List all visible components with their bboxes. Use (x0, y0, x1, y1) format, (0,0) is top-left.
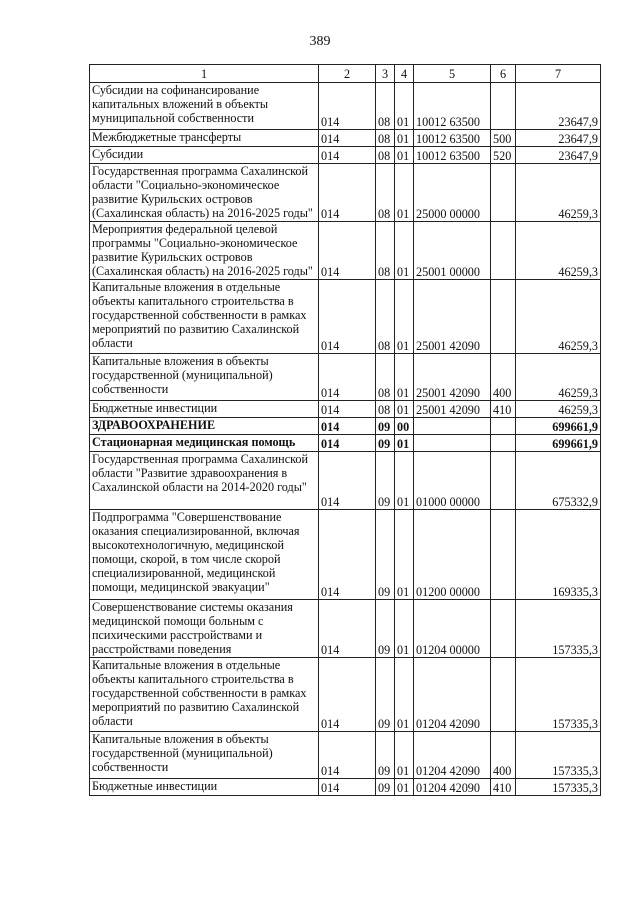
cell-target: 01204 00000 (414, 600, 491, 658)
cell-section: 08 (376, 164, 395, 222)
cell-name: Капитальные вложения в отдельные объекты капитального строительства в государственной собственности в рамках мероприятий по развитию Сахалинской области (90, 658, 319, 732)
cell-section: 09 (376, 510, 395, 600)
cell-amount: 23647,9 (516, 130, 601, 147)
cell-ministry: 014 (319, 658, 376, 732)
cell-subsection: 01 (395, 280, 414, 354)
cell-subsection: 01 (395, 435, 414, 452)
table-row (90, 280, 601, 354)
page-number: 389 (309, 34, 331, 49)
cell-target: 25001 42090 (414, 401, 491, 418)
table-row (90, 83, 601, 130)
table-row (90, 164, 601, 222)
cell-type (491, 510, 516, 600)
cell-amount: 46259,3 (516, 222, 601, 280)
cell-ministry: 014 (319, 222, 376, 280)
cell-ministry: 014 (319, 130, 376, 147)
table-row (90, 147, 601, 164)
cell-name: Государственная программа Сахалинской области "Развитие здравоохранения в Сахалинской области на 2014-2020 годы" (90, 452, 319, 510)
cell-name: Межбюджетные трансферты (90, 130, 319, 147)
cell-ministry: 014 (319, 147, 376, 164)
cell-name: Субсидии на софинансирование капитальных вложений в объекты муниципальной собственности (90, 83, 319, 130)
cell-section: 09 (376, 732, 395, 779)
cell-section: 09 (376, 452, 395, 510)
cell-amount: 699661,9 (516, 418, 601, 435)
header-cell: 6 (491, 65, 516, 83)
table-row (90, 130, 601, 147)
cell-target: 10012 63500 (414, 130, 491, 147)
cell-name: Стационарная медицинская помощь (90, 435, 319, 452)
cell-target: 01200 00000 (414, 510, 491, 600)
cell-section: 08 (376, 280, 395, 354)
cell-subsection: 01 (395, 147, 414, 164)
cell-section: 08 (376, 222, 395, 280)
cell-type: 410 (491, 779, 516, 796)
table-row (90, 435, 601, 452)
header-cell: 7 (516, 65, 601, 83)
table-row (90, 779, 601, 796)
cell-amount: 157335,3 (516, 658, 601, 732)
cell-subsection: 01 (395, 354, 414, 401)
table-row (90, 418, 601, 435)
cell-subsection: 01 (395, 452, 414, 510)
table-row (90, 510, 601, 600)
cell-type (491, 222, 516, 280)
cell-type: 410 (491, 401, 516, 418)
cell-subsection: 01 (395, 510, 414, 600)
cell-target: 01204 42090 (414, 732, 491, 779)
cell-section: 08 (376, 83, 395, 130)
header-cell: 4 (395, 65, 414, 83)
cell-ministry: 014 (319, 354, 376, 401)
cell-name: Государственная программа Сахалинской области "Социально-экономическое развитие Курильских островов (Сахалинская область) на 2016-2025 годы" (90, 164, 319, 222)
cell-type: 500 (491, 130, 516, 147)
cell-amount: 699661,9 (516, 435, 601, 452)
cell-name: Подпрограмма "Совершенствование оказания специализированной, включая высокотехнологичную, медицинской помощи, скорой, в том числе скорой специализированной, медицинской помощи, медицинской эвакуации" (90, 510, 319, 600)
header-cell: 3 (376, 65, 395, 83)
cell-subsection: 01 (395, 222, 414, 280)
table-row (90, 354, 601, 401)
cell-ministry: 014 (319, 435, 376, 452)
cell-target: 10012 63500 (414, 147, 491, 164)
cell-target: 25001 42090 (414, 280, 491, 354)
table-row (90, 401, 601, 418)
cell-type: 400 (491, 354, 516, 401)
cell-target: 01204 42090 (414, 658, 491, 732)
cell-target: 01204 42090 (414, 779, 491, 796)
header-cell: 2 (319, 65, 376, 83)
table-header-row (90, 65, 601, 83)
cell-ministry: 014 (319, 779, 376, 796)
cell-section: 09 (376, 435, 395, 452)
cell-amount: 157335,3 (516, 600, 601, 658)
cell-name: Капитальные вложения в объекты государственной (муниципальной) собственности (90, 354, 319, 401)
header-cell: 1 (90, 65, 319, 83)
cell-type (491, 418, 516, 435)
table-row (90, 222, 601, 280)
cell-name: Мероприятия федеральной целевой программы "Социально-экономическое развитие Курильских островов (Сахалинская область) на 2016-2025 годы" (90, 222, 319, 280)
cell-amount: 157335,3 (516, 779, 601, 796)
cell-type: 400 (491, 732, 516, 779)
cell-subsection: 01 (395, 732, 414, 779)
cell-amount: 169335,3 (516, 510, 601, 600)
table-row (90, 658, 601, 732)
cell-amount: 46259,3 (516, 164, 601, 222)
cell-name: Бюджетные инвестиции (90, 779, 319, 796)
cell-name: Капитальные вложения в объекты государственной (муниципальной) собственности (90, 732, 319, 779)
table-row (90, 732, 601, 779)
cell-amount: 675332,9 (516, 452, 601, 510)
cell-ministry: 014 (319, 83, 376, 130)
cell-target (414, 418, 491, 435)
cell-subsection: 00 (395, 418, 414, 435)
cell-amount: 46259,3 (516, 354, 601, 401)
cell-section: 08 (376, 354, 395, 401)
cell-subsection: 01 (395, 401, 414, 418)
cell-type: 520 (491, 147, 516, 164)
cell-target: 25001 42090 (414, 354, 491, 401)
cell-name: Бюджетные инвестиции (90, 401, 319, 418)
cell-section: 08 (376, 147, 395, 164)
budget-table (89, 64, 601, 796)
cell-section: 09 (376, 658, 395, 732)
cell-subsection: 01 (395, 600, 414, 658)
cell-ministry: 014 (319, 418, 376, 435)
cell-target: 25001 00000 (414, 222, 491, 280)
cell-ministry: 014 (319, 732, 376, 779)
cell-ministry: 014 (319, 600, 376, 658)
cell-target: 10012 63500 (414, 83, 491, 130)
cell-ministry: 014 (319, 452, 376, 510)
cell-name: Совершенствование системы оказания медицинской помощи больным с психическими расстройствами и расстройствами поведения (90, 600, 319, 658)
cell-subsection: 01 (395, 779, 414, 796)
cell-type (491, 658, 516, 732)
cell-section: 09 (376, 600, 395, 658)
cell-name: ЗДРАВООХРАНЕНИЕ (90, 418, 319, 435)
cell-type (491, 600, 516, 658)
cell-target: 01000 00000 (414, 452, 491, 510)
cell-amount: 157335,3 (516, 732, 601, 779)
cell-target (414, 435, 491, 452)
cell-type (491, 83, 516, 130)
cell-subsection: 01 (395, 164, 414, 222)
cell-subsection: 01 (395, 130, 414, 147)
header-cell: 5 (414, 65, 491, 83)
cell-section: 09 (376, 779, 395, 796)
table-row (90, 600, 601, 658)
table-row (90, 452, 601, 510)
cell-section: 08 (376, 401, 395, 418)
cell-ministry: 014 (319, 280, 376, 354)
cell-amount: 23647,9 (516, 147, 601, 164)
cell-subsection: 01 (395, 658, 414, 732)
cell-ministry: 014 (319, 510, 376, 600)
cell-section: 08 (376, 130, 395, 147)
cell-ministry: 014 (319, 164, 376, 222)
cell-type (491, 164, 516, 222)
table-body (90, 65, 601, 796)
cell-target: 25000 00000 (414, 164, 491, 222)
cell-amount: 46259,3 (516, 280, 601, 354)
cell-name: Капитальные вложения в отдельные объекты капитального строительства в государственной собственности в рамках мероприятий по развитию Сахалинской области (90, 280, 319, 354)
cell-section: 09 (376, 418, 395, 435)
cell-amount: 23647,9 (516, 83, 601, 130)
cell-type (491, 435, 516, 452)
cell-type (491, 452, 516, 510)
cell-subsection: 01 (395, 83, 414, 130)
cell-amount: 46259,3 (516, 401, 601, 418)
cell-ministry: 014 (319, 401, 376, 418)
cell-name: Субсидии (90, 147, 319, 164)
cell-type (491, 280, 516, 354)
